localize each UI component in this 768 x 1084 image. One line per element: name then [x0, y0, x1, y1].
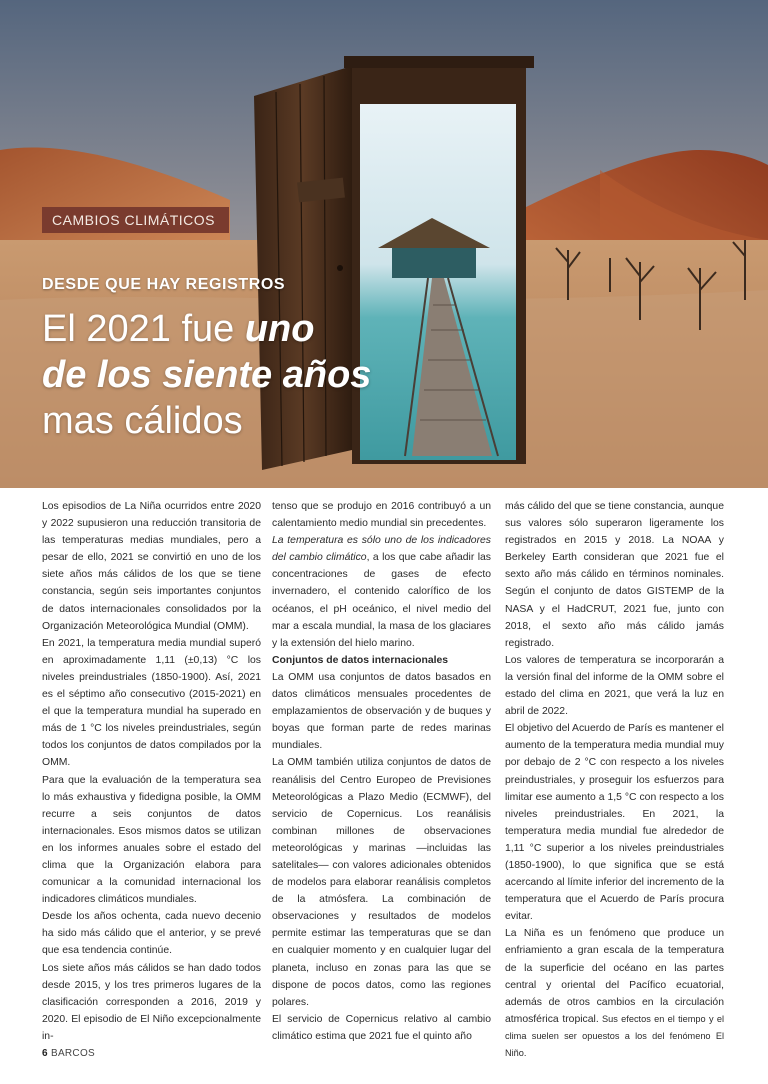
paragraph	[272, 532, 491, 652]
paragraph: La OMM usa conjuntos de datos basados en datos climáticos mensuales procedentes de emplazamientos de observación y de buques y boyas que forman parte de redes marinas mundiales.	[272, 671, 491, 752]
headline-plain-3: mas cálidos	[42, 400, 243, 442]
paragraph	[505, 925, 724, 1062]
page-number: 6	[42, 1048, 48, 1059]
section-subheading: Conjuntos de datos internacionales	[272, 654, 449, 666]
paragraph: más cálido del que se tiene constancia, aunque sus valores sólo superaron ligeramente los registrados en 2015 y 2018. La NOAA y Berkeley Earth consideran que 2021 fue el sexto año más cálido en términos nominales. Según el conjunto de datos GISTEMP de la NASA y el HadCRUT, 2021 fue, junto con 2018, el sexto año más cálido jamás registrado.	[505, 501, 724, 649]
paragraph: Los episodios de La Niña ocurridos entre 2020 y 2022 supusieron una reducción transitoria de las temperaturas medias mundiales, pero a pesar de ello, 2021 se convirtió en uno de los siete años más cálidos de los que se tiene constancia, según seis importantes conjuntos de datos internacionales consolidados por la Organización Meteorológica Mundial (OMM).	[42, 501, 261, 632]
paragraph: Los siete años más cálidos se han dado todos desde 2015, y los tres primeros lugares de la clasificación corresponden a 2016, 2019 y 2020. El episodio de El Niño excepcionalmente in-	[42, 962, 261, 1042]
paragraph: Para que la evaluación de la temperatura sea lo más exhaustiva y fidedigna posible, la OMM recurre a seis conjuntos de datos internacionales. Esos mismos datos se utilizan en los informes anuales sobre el estado del clima que la Organización elabora para comunicar a la comunidad internacional los indicadores climáticos mundiales.	[42, 774, 261, 906]
hero-image	[0, 0, 768, 488]
paragraph: tenso que se produjo en 2016 contribuyó a un calentamiento medio mundial sin precedentes.	[272, 501, 491, 530]
italic-lead: La temperatura es sólo uno de los indicadores del cambio climático	[272, 535, 491, 564]
headline-plain-1: El 2021 fue	[42, 308, 245, 350]
paragraph-main: La Niña es un fenómeno que produce un enfriamiento a gran escala de la temperatura de la superficie del océano en las partes central y oriental del Pacífico ecuatorial, además de otros cambios en la circulación atmosférica tropical.	[505, 928, 724, 1025]
paragraph: En 2021, la temperatura media mundial superó en aproximadamente 1,11 (±0,13) °C los niveles preindustriales (1850-1900). Así, 2021 es el séptimo año consecutivo (2015-2021) en el que la temperatura mundial ha superado en más de 1 °C los niveles preindustriales, según todos los conjuntos de datos compilados por la OMM.	[42, 637, 261, 769]
headline-emph-2: de los siente años	[42, 354, 372, 396]
paragraph: El servicio de Copernicus relativo al cambio climático estima que 2021 fue el quinto año	[272, 1013, 491, 1042]
article-column-2	[272, 498, 491, 1045]
paragraph-small: Sus efectos en el tiempo y el clima suelen ser opuestos a los del fenómeno El Niño.	[505, 1013, 724, 1058]
paragraph-rest: , a los que cabe añadir las concentraciones de gases de efecto invernadero, el contenido calorífico de los océanos, el pH oceánico, el nivel medio del mar a escala mundial, la masa de los glaciares y la extensión del hielo marino.	[272, 552, 491, 649]
section-tag: CAMBIOS CLIMÁTICOS	[42, 207, 229, 233]
article-headline	[42, 306, 442, 444]
paragraph: Desde los años ochenta, cada nuevo decenio ha sido más cálido que el anterior, y se prevé que esa tendencia continúe.	[42, 911, 261, 957]
magazine-name: BARCOS	[50, 1048, 96, 1059]
paragraph: El objetivo del Acuerdo de París es mantener el aumento de la temperatura media mundial muy por debajo de 2 °C con respecto a los niveles preindustriales, y proseguir los esfuerzos para limitar ese aumento a 1,5 °C con respecto a los niveles preindustriales. En 2021, la temperatura media mundial fue alrededor de 1,11 °C superior a los niveles preindustriales (1850-1900), lo que significa que se está acercando al límite inferior del incremento de la temperatura que el Acuerdo de París procura evitar.	[505, 723, 724, 923]
article-column-3	[505, 498, 724, 1062]
article-column-1	[42, 498, 261, 1045]
paragraph: Los valores de temperatura se incorporarán a la versión final del informe de la OMM sobre el estado del clima en 2021, que verá la luz en abril de 2022.	[505, 654, 724, 718]
paragraph: La OMM también utiliza conjuntos de datos de reanálisis del Centro Europeo de Previsiones Meteorológicas a Plazo Medio (ECMWF), del servicio de Copernicus. Los reanálisis combinan millones de observaciones meteorológicas y marinas —incluidas las satelitales— con valores adicionales obtenidos de modelos para elaborar reanálisis completos de la atmósfera. La combinación de observaciones y resultados de modelos permite estimar las temperaturas que se dan en cualquier momento y en cualquier lugar del planeta, incluso en zonas para las que se dispone de pocos datos, como las regiones polares.	[272, 757, 491, 1008]
article-kicker: DESDE QUE HAY REGISTROS	[42, 276, 286, 293]
page-footer	[42, 1048, 95, 1059]
headline-emph-1: uno	[244, 308, 315, 350]
